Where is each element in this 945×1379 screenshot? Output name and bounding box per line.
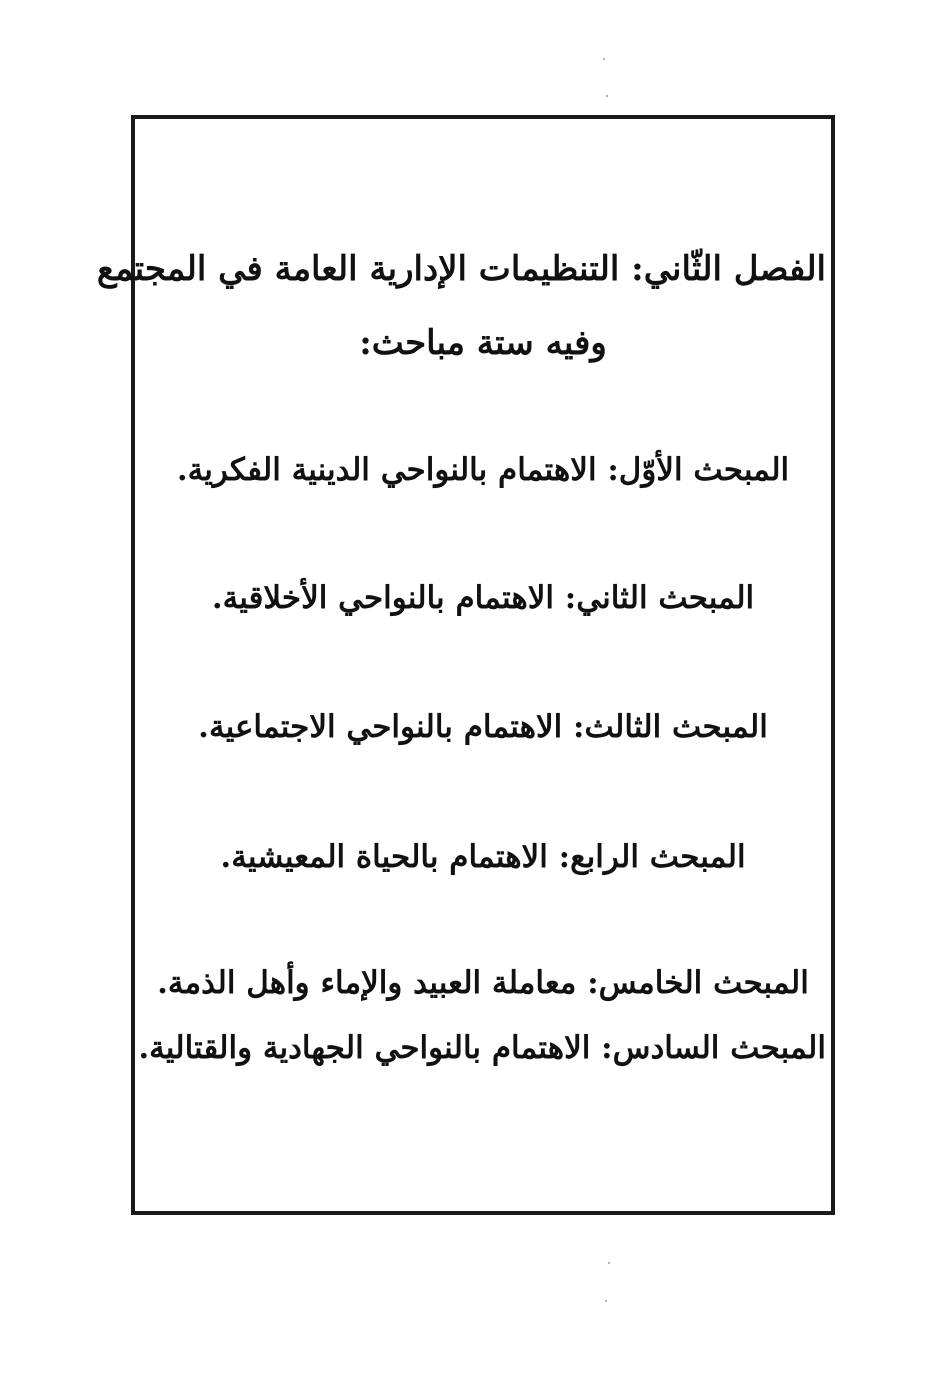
scan-speck xyxy=(605,1300,607,1302)
section-2: المبحث الثاني: الاهتمام بالنواحي الأخلاقية. xyxy=(211,580,755,616)
chapter-subtitle: وفيه ستة مباحث: xyxy=(359,323,607,363)
section-6: المبحث السادس: الاهتمام بالنواحي الجهادية والقتالية. xyxy=(138,1030,826,1066)
scan-speck xyxy=(606,95,608,97)
section-3: المبحث الثالث: الاهتمام بالنواحي الاجتماعية. xyxy=(198,709,768,745)
scan-speck xyxy=(608,1262,610,1264)
section-1: المبحث الأوّل: الاهتمام بالنواحي الدينية الفكرية. xyxy=(176,452,790,488)
section-5: المبحث الخامس: معاملة العبيد والإماء وأهل الذمة. xyxy=(157,965,809,1001)
section-4: المبحث الرابع: الاهتمام بالحياة المعيشية. xyxy=(220,839,746,875)
scan-speck xyxy=(603,58,605,60)
chapter-title: الفصل الثّاني: التنظيمات الإدارية العامة في المجتمع xyxy=(96,249,826,289)
